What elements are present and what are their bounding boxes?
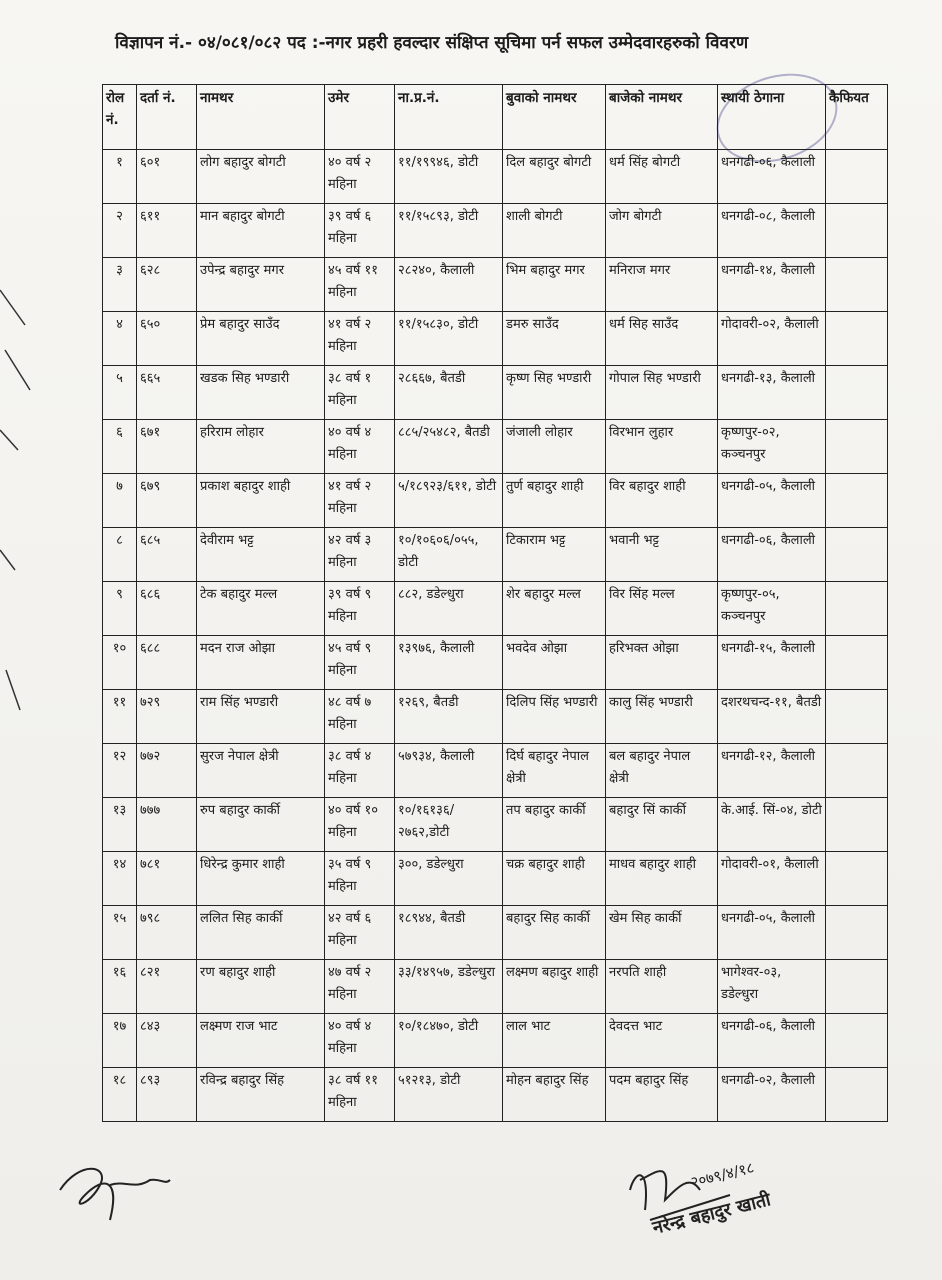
permanent-address: धनगढी-१५, कैलाली xyxy=(718,636,826,690)
grandfather-name: माधव बहादुर शाही xyxy=(606,852,718,906)
candidate-name: प्रकाश बहादुर शाही xyxy=(197,474,325,528)
permanent-address: धनगढी-०५, कैलाली xyxy=(718,474,826,528)
citizenship-number: ८८५/२५४८२, बैतडी xyxy=(395,420,503,474)
permanent-address: धनगढी-०८, कैलाली xyxy=(718,204,826,258)
grandfather-name: विर सिंह मल्ल xyxy=(606,582,718,636)
candidate-name: राम सिंह भण्डारी xyxy=(197,690,325,744)
remark xyxy=(826,420,888,474)
candidate-age: ३८ वर्ष ४ महिना xyxy=(325,744,395,798)
table-row xyxy=(103,852,888,906)
table-row xyxy=(103,204,888,258)
father-name: कृष्ण सिह भण्डारी xyxy=(503,366,606,420)
table-row xyxy=(103,312,888,366)
grandfather-name: हरिभक्त ओझा xyxy=(606,636,718,690)
header-grandfather: बाजेको नामथर xyxy=(606,85,718,150)
candidate-age: ४१ वर्ष २ महिना xyxy=(325,312,395,366)
candidate-age: ४१ वर्ष २ महिना xyxy=(325,474,395,528)
candidate-name: ललित सिह कार्की xyxy=(197,906,325,960)
registration-number: ६८६ xyxy=(137,582,197,636)
citizenship-number: ३००, डडेल्धुरा xyxy=(395,852,503,906)
registration-number: ६८५ xyxy=(137,528,197,582)
candidate-age: ३५ वर्ष ९ महिना xyxy=(325,852,395,906)
registration-number: ६७९ xyxy=(137,474,197,528)
roll-number: ७ xyxy=(103,474,137,528)
table-row xyxy=(103,744,888,798)
candidate-table xyxy=(102,84,888,1122)
header-reg: दर्ता नं. xyxy=(137,85,197,150)
registration-number: ८९३ xyxy=(137,1068,197,1122)
roll-number: १२ xyxy=(103,744,137,798)
header-remark: कैफियत xyxy=(826,85,888,150)
header-citizenship: ना.प्र.नं. xyxy=(395,85,503,150)
table-row xyxy=(103,960,888,1014)
header-roll: रोल नं. xyxy=(103,85,137,150)
father-name: चक्र बहादुर शाही xyxy=(503,852,606,906)
permanent-address: धनगढी-१४, कैलाली xyxy=(718,258,826,312)
grandfather-name: पदम बहादुर सिंह xyxy=(606,1068,718,1122)
permanent-address: धनगढी-०६, कैलाली xyxy=(718,150,826,204)
candidate-name: सुरज नेपाल क्षेत्री xyxy=(197,744,325,798)
table-row xyxy=(103,690,888,744)
permanent-address: गोदावरी-०२, कैलाली xyxy=(718,312,826,366)
roll-number: १३ xyxy=(103,798,137,852)
table-row xyxy=(103,1014,888,1068)
table-row xyxy=(103,528,888,582)
father-name: भवदेव ओझा xyxy=(503,636,606,690)
remark xyxy=(826,528,888,582)
registration-number: ६११ xyxy=(137,204,197,258)
roll-number: ३ xyxy=(103,258,137,312)
permanent-address: धनगढी-०५, कैलाली xyxy=(718,906,826,960)
candidate-name: मान बहादुर बोगटी xyxy=(197,204,325,258)
grandfather-name: बल बहादुर नेपाल क्षेत्री xyxy=(606,744,718,798)
page-title: विज्ञापन नं.- ०४/०८१/०८२ पद :-नगर प्रहरी हवल्दार संक्षिप्त सूचिमा पर्न सफल उम्मेदवारहरुको विवरण xyxy=(115,33,749,53)
grandfather-name: बहादुर सिं कार्की xyxy=(606,798,718,852)
roll-number: १ xyxy=(103,150,137,204)
candidate-name: प्रेम बहादुर साउँद xyxy=(197,312,325,366)
candidate-age: ४० वर्ष २ महिना xyxy=(325,150,395,204)
roll-number: १० xyxy=(103,636,137,690)
remark xyxy=(826,690,888,744)
table-row xyxy=(103,798,888,852)
permanent-address: भागेश्वर-०३, डडेल्धुरा xyxy=(718,960,826,1014)
candidate-name: लोग बहादुर बोगटी xyxy=(197,150,325,204)
grandfather-name: मनिराज मगर xyxy=(606,258,718,312)
citizenship-number: ११/१५८३०, डोटी xyxy=(395,312,503,366)
registration-number: ६८८ xyxy=(137,636,197,690)
citizenship-number: ११/१५८९३, डोटी xyxy=(395,204,503,258)
roll-number: ६ xyxy=(103,420,137,474)
grandfather-name: धर्म सिंह बोगटी xyxy=(606,150,718,204)
remark xyxy=(826,744,888,798)
father-name: शाली बोगटी xyxy=(503,204,606,258)
table-row xyxy=(103,1068,888,1122)
table-header-row xyxy=(103,85,888,150)
permanent-address: धनगढी-०६, कैलाली xyxy=(718,1014,826,1068)
permanent-address: धनगढी-०२, कैलाली xyxy=(718,1068,826,1122)
citizenship-number: ५/१८९२३/६११, डोटी xyxy=(395,474,503,528)
grandfather-name: गोपाल सिह भण्डारी xyxy=(606,366,718,420)
roll-number: १४ xyxy=(103,852,137,906)
remark xyxy=(826,1068,888,1122)
citizenship-number: २८६६७, बैतडी xyxy=(395,366,503,420)
father-name: डमरु साउँद xyxy=(503,312,606,366)
citizenship-number: ५७९३४, कैलाली xyxy=(395,744,503,798)
roll-number: १७ xyxy=(103,1014,137,1068)
grandfather-name: विरभान लुहार xyxy=(606,420,718,474)
grandfather-name: कालु सिंह भण्डारी xyxy=(606,690,718,744)
registration-number: ६५० xyxy=(137,312,197,366)
citizenship-number: ८८२, डडेल्धुरा xyxy=(395,582,503,636)
remark xyxy=(826,366,888,420)
citizenship-number: २८२४०, कैलाली xyxy=(395,258,503,312)
table-row xyxy=(103,906,888,960)
roll-number: १६ xyxy=(103,960,137,1014)
permanent-address: धनगढी-०६, कैलाली xyxy=(718,528,826,582)
roll-number: १८ xyxy=(103,1068,137,1122)
candidate-age: ४५ वर्ष ११ महिना xyxy=(325,258,395,312)
table-row xyxy=(103,420,888,474)
father-name: दिल बहादुर बोगटी xyxy=(503,150,606,204)
registration-number: ६६५ xyxy=(137,366,197,420)
remark xyxy=(826,1014,888,1068)
table-row xyxy=(103,258,888,312)
father-name: बहादुर सिह कार्की xyxy=(503,906,606,960)
roll-number: ५ xyxy=(103,366,137,420)
registration-number: ८४३ xyxy=(137,1014,197,1068)
candidate-age: ४० वर्ष १० महिना xyxy=(325,798,395,852)
grandfather-name: भवानी भट्ट xyxy=(606,528,718,582)
remark xyxy=(826,906,888,960)
table-row xyxy=(103,150,888,204)
grandfather-name: जोग बोगटी xyxy=(606,204,718,258)
father-name: जंजाली लोहार xyxy=(503,420,606,474)
roll-number: ८ xyxy=(103,528,137,582)
table-row xyxy=(103,366,888,420)
father-name: लाल भाट xyxy=(503,1014,606,1068)
grandfather-name: खेम सिह कार्की xyxy=(606,906,718,960)
citizenship-number: ३३/१४९५७, डडेल्धुरा xyxy=(395,960,503,1014)
candidate-name: खडक सिह भण्डारी xyxy=(197,366,325,420)
candidate-name: देवीराम भट्ट xyxy=(197,528,325,582)
registration-number: ७७२ xyxy=(137,744,197,798)
roll-number: ११ xyxy=(103,690,137,744)
candidate-age: ४० वर्ष ४ महिना xyxy=(325,1014,395,1068)
father-name: दिर्घ बहादुर नेपाल क्षेत्री xyxy=(503,744,606,798)
father-name: भिम बहादुर मगर xyxy=(503,258,606,312)
permanent-address: दशरथचन्द-११, बैतडी xyxy=(718,690,826,744)
father-name: तुर्ण बहादुर शाही xyxy=(503,474,606,528)
candidate-name: उपेन्द्र बहादुर मगर xyxy=(197,258,325,312)
permanent-address: गोदावरी-०१, कैलाली xyxy=(718,852,826,906)
registration-number: ६०१ xyxy=(137,150,197,204)
candidate-age: ३८ वर्ष ११ महिना xyxy=(325,1068,395,1122)
registration-number: ६२८ xyxy=(137,258,197,312)
remark xyxy=(826,204,888,258)
candidate-name: रुप बहादुर कार्की xyxy=(197,798,325,852)
grandfather-name: धर्म सिह साउँद xyxy=(606,312,718,366)
signature-date: २०७९/४/१८ xyxy=(688,1158,756,1192)
header-father: बुवाको नामथर xyxy=(503,85,606,150)
grandfather-name: नरपति शाही xyxy=(606,960,718,1014)
table-row xyxy=(103,636,888,690)
permanent-address: कृष्णपुर-०५, कञ्चनपुर xyxy=(718,582,826,636)
table-row xyxy=(103,474,888,528)
registration-number: ७८१ xyxy=(137,852,197,906)
citizenship-number: १८९४४, बैतडी xyxy=(395,906,503,960)
candidate-age: ४५ वर्ष ९ महिना xyxy=(325,636,395,690)
roll-number: २ xyxy=(103,204,137,258)
candidate-name: धिरेन्द्र कुमार शाही xyxy=(197,852,325,906)
citizenship-number: १३९७६, कैलाली xyxy=(395,636,503,690)
permanent-address: धनगढी-१३, कैलाली xyxy=(718,366,826,420)
registration-number: ६७१ xyxy=(137,420,197,474)
registration-number: ७७७ xyxy=(137,798,197,852)
registration-number: ७९८ xyxy=(137,906,197,960)
citizenship-number: १०/१०६०६/०५५, डोटी xyxy=(395,528,503,582)
signature-left xyxy=(50,1150,180,1240)
candidate-name: रण बहादुर शाही xyxy=(197,960,325,1014)
candidate-age: ३९ वर्ष ९ महिना xyxy=(325,582,395,636)
remark xyxy=(826,798,888,852)
citizenship-number: ५१२१३, डोटी xyxy=(395,1068,503,1122)
candidate-age: ४२ वर्ष ३ महिना xyxy=(325,528,395,582)
grandfather-name: विर बहादुर शाही xyxy=(606,474,718,528)
signatory-name: नरेन्द्र बहादुर खाती xyxy=(650,1189,773,1239)
father-name: दिलिप सिंह भण्डारी xyxy=(503,690,606,744)
candidate-name: टेक बहादुर मल्ल xyxy=(197,582,325,636)
grandfather-name: देवदत्त भाट xyxy=(606,1014,718,1068)
candidate-age: ४० वर्ष ४ महिना xyxy=(325,420,395,474)
father-name: शेर बहादुर मल्ल xyxy=(503,582,606,636)
candidate-name: हरिराम लोहार xyxy=(197,420,325,474)
remark xyxy=(826,258,888,312)
candidate-name: मदन राज ओझा xyxy=(197,636,325,690)
header-name: नामथर xyxy=(197,85,325,150)
remark xyxy=(826,582,888,636)
citizenship-number: ११/१९९४६, डोटी xyxy=(395,150,503,204)
permanent-address: धनगढी-१२, कैलाली xyxy=(718,744,826,798)
roll-number: ९ xyxy=(103,582,137,636)
father-name: टिकाराम भट्ट xyxy=(503,528,606,582)
registration-number: ७२९ xyxy=(137,690,197,744)
remark xyxy=(826,960,888,1014)
table-row xyxy=(103,582,888,636)
candidate-age: ४७ वर्ष २ महिना xyxy=(325,960,395,1014)
citizenship-number: १०/१८४७०, डोटी xyxy=(395,1014,503,1068)
header-address: स्थायी ठेगाना xyxy=(718,85,826,150)
remark xyxy=(826,474,888,528)
remark xyxy=(826,636,888,690)
roll-number: १५ xyxy=(103,906,137,960)
candidate-age: ३९ वर्ष ६ महिना xyxy=(325,204,395,258)
father-name: तप बहादुर कार्की xyxy=(503,798,606,852)
citizenship-number: १२६९, बैतडी xyxy=(395,690,503,744)
permanent-address: कृष्णपुर-०२, कञ्चनपुर xyxy=(718,420,826,474)
remark xyxy=(826,312,888,366)
citizenship-number: १०/१६१३६/ २७६२,डोटी xyxy=(395,798,503,852)
registration-number: ८२१ xyxy=(137,960,197,1014)
candidate-age: ३८ वर्ष १ महिना xyxy=(325,366,395,420)
remark xyxy=(826,852,888,906)
remark xyxy=(826,150,888,204)
candidate-name: लक्ष्मण राज भाट xyxy=(197,1014,325,1068)
father-name: मोहन बहादुर सिंह xyxy=(503,1068,606,1122)
margin-marks xyxy=(0,250,40,750)
candidate-age: ४२ वर्ष ६ महिना xyxy=(325,906,395,960)
candidate-name: रविन्द्र बहादुर सिंह xyxy=(197,1068,325,1122)
father-name: लक्ष्मण बहादुर शाही xyxy=(503,960,606,1014)
roll-number: ४ xyxy=(103,312,137,366)
header-age: उमेर xyxy=(325,85,395,150)
permanent-address: के.आई. सिं-०४, डोटी xyxy=(718,798,826,852)
candidate-age: ४८ वर्ष ७ महिना xyxy=(325,690,395,744)
